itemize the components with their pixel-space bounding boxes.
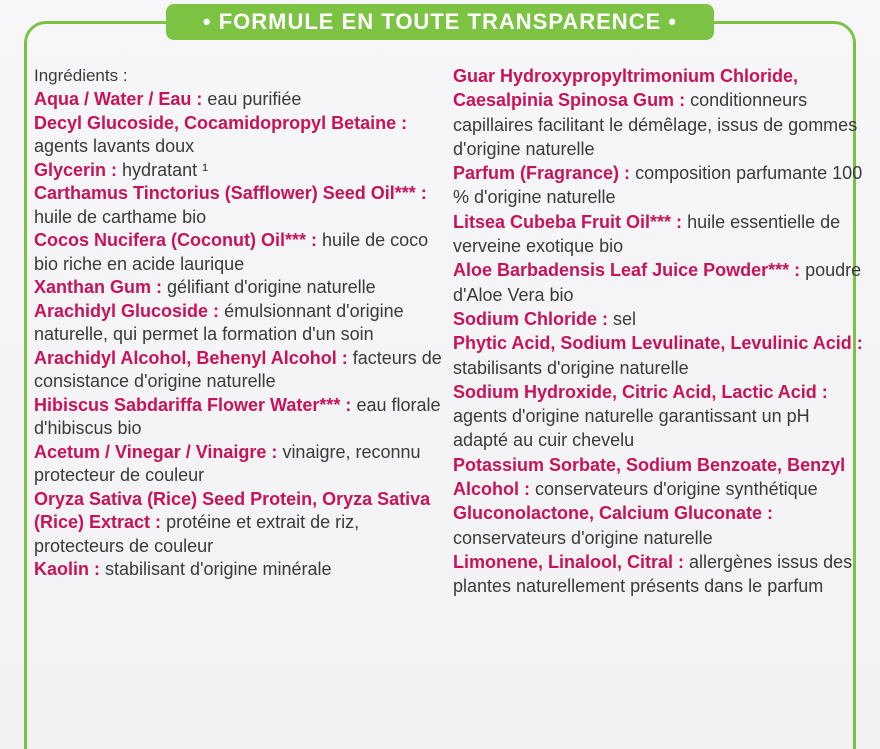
ingredient-entry <box>453 161 863 210</box>
ingredient-entry <box>453 64 863 161</box>
ingredient-name: Sodium Hydroxide, Citric Acid, Lactic Acid : <box>453 381 828 402</box>
ingredient-description: protéine et extrait de riz, protecteurs de couleur <box>34 512 360 556</box>
ingredient-entry <box>34 159 444 183</box>
ingredient-description: émulsionnant d'origine naturelle, qui permet la formation d'un soin <box>34 300 404 344</box>
title-banner <box>166 4 714 40</box>
ingredient-entry <box>34 394 444 441</box>
ingredient-name: Glycerin : <box>34 159 118 180</box>
ingredient-entry <box>34 441 444 488</box>
ingredient-description: conservateurs d'origine synthétique <box>535 479 818 500</box>
ingredient-entry <box>453 331 863 380</box>
ingredient-name: Phytic Acid, Sodium Levulinate, Levulinic Acid : <box>453 333 863 354</box>
ingredient-name: Xanthan Gum : <box>34 277 163 297</box>
ingredient-name: Arachidyl Glucoside : <box>34 300 220 321</box>
ingredient-name: Sodium Chloride : <box>453 308 608 329</box>
ingredient-description: eau purifiée <box>207 89 302 109</box>
ingredient-entry <box>34 300 444 347</box>
ingredient-name: Aloe Barbadensis Leaf Juice Powder*** : <box>453 260 801 281</box>
ingredient-description: sel <box>613 308 637 329</box>
ingredient-name: Hibiscus Sabdariffa Flower Water*** : <box>34 394 352 415</box>
ingredient-entry <box>34 276 444 300</box>
ingredient-name: Litsea Cubeba Fruit Oil*** : <box>453 211 683 232</box>
ingredient-description: composition parfumante 100 % d'origine naturelle <box>453 163 863 208</box>
ingredient-entry <box>34 558 444 582</box>
ingredient-name: Limonene, Linalool, Citral : <box>453 551 685 572</box>
ingredient-entry <box>453 550 863 599</box>
ingredient-description: conservateurs d'origine naturelle <box>453 527 713 548</box>
ingredient-entry <box>453 307 863 331</box>
ingredient-description: stabilisant d'origine minérale <box>105 559 332 579</box>
ingredient-entry <box>34 488 444 559</box>
left-column <box>34 64 444 582</box>
ingredient-description: allergènes issus des plantes naturellement présents dans le parfum <box>453 551 853 597</box>
ingredient-description: vinaigre, reconnu protecteur de couleur <box>34 441 421 485</box>
ingredient-entry <box>34 229 444 276</box>
ingredient-description: gélifiant d'origine naturelle <box>167 277 376 297</box>
banner-title: • FORMULE EN TOUTE TRANSPARENCE • <box>202 9 678 34</box>
ingredient-name: Acetum / Vinegar / Vinaigre : <box>34 441 278 462</box>
ingredient-entry <box>453 380 863 453</box>
right-column <box>453 64 863 599</box>
ingredient-description: eau florale d'hibiscus bio <box>34 394 441 438</box>
ingredient-entry <box>34 182 444 229</box>
ingredient-description: conditionneurs capillaires facilitant le démêlage, issus de gommes d'origine naturelle <box>453 90 858 159</box>
ingredient-description: huile de carthame bio <box>34 206 207 227</box>
ingredient-name: Carthamus Tinctorius (Safflower) Seed Oil*** : <box>34 183 427 203</box>
ingredient-entry <box>453 258 863 307</box>
right-entries <box>453 64 863 599</box>
ingredient-name: Cocos Nucifera (Coconut) Oil*** : <box>34 230 318 250</box>
ingredient-description: facteurs de consistance d'origine naturelle <box>34 347 442 391</box>
ingredient-name: Gluconolactone, Calcium Gluconate : <box>453 503 774 524</box>
ingredient-description: agents lavants doux <box>34 136 195 156</box>
ingredient-description: poudre d'Aloe Vera bio <box>453 260 862 305</box>
ingredient-name: Arachidyl Alcohol, Behenyl Alcohol : <box>34 347 348 368</box>
ingredient-name: Guar Hydroxypropyltrimonium Chloride, Caesalpinia Spinosa Gum : <box>453 66 799 111</box>
ingredient-entry <box>453 453 863 502</box>
ingredient-entry <box>34 347 444 394</box>
ingredient-entry <box>453 501 863 550</box>
ingredient-name: Oryza Sativa (Rice) Seed Protein, Oryza Sativa (Rice) Extract : <box>34 488 431 532</box>
ingredient-description: agents d'origine naturelle garantissant un pH adapté au cuir chevelu <box>453 406 810 451</box>
ingredient-name: Potassium Sorbate, Sodium Benzoate, Benzyl Alcohol : <box>453 454 846 500</box>
ingredient-name: Parfum (Fragrance) : <box>453 163 631 184</box>
ingredient-name: Aqua / Water / Eau : <box>34 89 203 109</box>
ingredient-description: huile de coco bio riche en acide laurique <box>34 230 429 274</box>
ingredient-entry <box>34 88 444 112</box>
ingredients-heading: Ingrédients : <box>34 66 128 85</box>
ingredient-entry <box>453 210 863 259</box>
ingredient-description: stabilisants d'origine naturelle <box>453 357 689 378</box>
ingredient-description: huile essentielle de verveine exotique bio <box>453 211 841 257</box>
ingredient-name: Kaolin : <box>34 559 100 579</box>
ingredient-description: hydratant ¹ <box>122 159 209 180</box>
ingredient-entry <box>34 112 444 159</box>
left-entries <box>34 88 444 582</box>
ingredient-name: Decyl Glucoside, Cocamidopropyl Betaine : <box>34 112 408 133</box>
